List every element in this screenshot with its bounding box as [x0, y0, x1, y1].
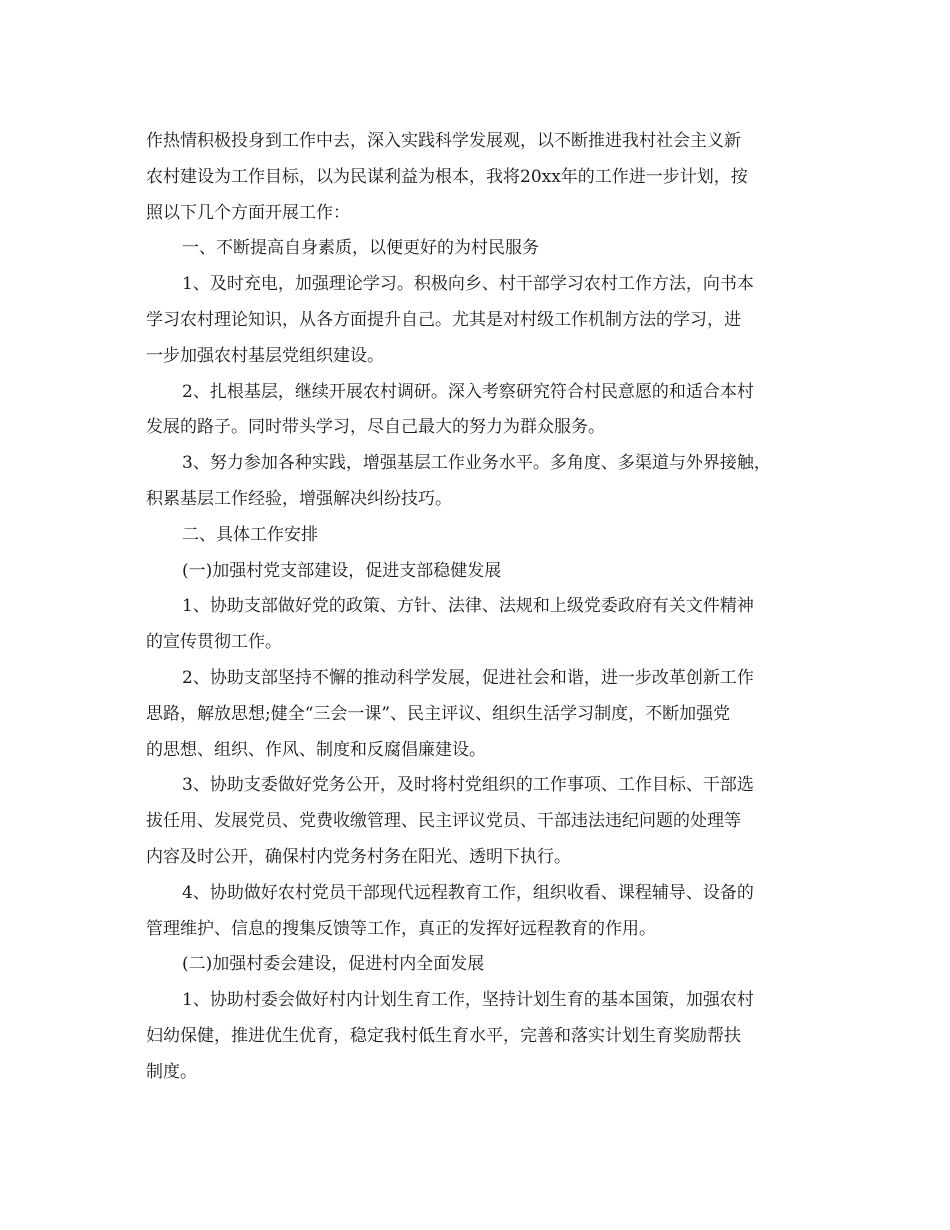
text-line: 3、努力参加各种实践，增强基层工作业务水平。多角度、多渠道与外界接触， — [182, 453, 771, 474]
text-line: 的宣传贯彻工作。 — [146, 632, 282, 653]
text-line: 学习农村理论知识，从各方面提升自己。尤其是对村级工作机制方法的学习，进 — [146, 309, 741, 330]
text-line: 拔任用、发展党员、党费收缴管理、民主评议党员、干部违法违纪问题的处理等 — [146, 811, 741, 832]
text-line: 发展的路子。同时带头学习，尽自己最大的努力为群众服务。 — [146, 417, 605, 438]
text-line: 的思想、组织、作风、制度和反腐倡廉建设。 — [146, 739, 486, 760]
section-heading: 一、不断提高自身素质，以便更好的为村民服务 — [182, 238, 539, 259]
text-line: 作热情积极投身到工作中去，深入实践科学发展观，以不断推进我村社会主义新 — [146, 131, 741, 151]
text-line: 制度。 — [146, 1061, 197, 1082]
text-line: 一步加强农村基层党组织建设。 — [146, 345, 384, 366]
text-line: 积累基层工作经验，增强解决纠纷技巧。 — [146, 488, 452, 509]
text-line: 管理维护、信息的搜集反馈等工作，真正的发挥好远程教育的作用。 — [146, 918, 656, 939]
text-line: 1、及时充电，加强理论学习。积极向乡、村干部学习农村工作方法，向书本 — [182, 274, 754, 295]
text-line: 思路，解放思想;健全“三会一课”、民主评议、组织生活学习制度，不断加强党 — [146, 703, 731, 724]
section-heading: 二、具体工作安排 — [182, 524, 318, 545]
text-line: 3、协助支委做好党务公开，及时将村党组织的工作事项、工作目标、干部选 — [182, 775, 754, 796]
text-line: 1、协助村委会做好村内计划生育工作，坚持计划生育的基本国策，加强农村 — [182, 990, 754, 1011]
text-line: 1、协助支部做好党的政策、方针、法律、法规和上级党委政府有关文件精神 — [182, 596, 754, 617]
text-line: 照以下几个方面开展工作： — [146, 202, 350, 223]
text-line: 妇幼保健，推进优生优育，稳定我村低生育水平，完善和落实计划生育奖励帮扶 — [146, 1025, 741, 1046]
text-line: 2、扎根基层，继续开展农村调研。深入考察研究符合村民意愿的和适合本村 — [182, 381, 754, 402]
text-line: 农村建设为工作目标，以为民谋利益为根本，我将20xx年的工作进一步计划，按 — [146, 166, 748, 187]
document-body — [146, 124, 816, 1091]
text-line: 4、协助做好农村党员干部现代远程教育工作，组织收看、课程辅导、设备的 — [182, 882, 754, 903]
subsection-heading: (二)加强村委会建设，促进村内全面发展 — [182, 954, 485, 975]
text-line: 2、协助支部坚持不懈的推动科学发展，促进社会和谐，进一步改革创新工作 — [182, 667, 754, 688]
subsection-heading: (一)加强村党支部建设，促进支部稳健发展 — [182, 560, 502, 581]
text-line: 内容及时公开，确保村内党务村务在阳光、透明下执行。 — [146, 846, 571, 867]
